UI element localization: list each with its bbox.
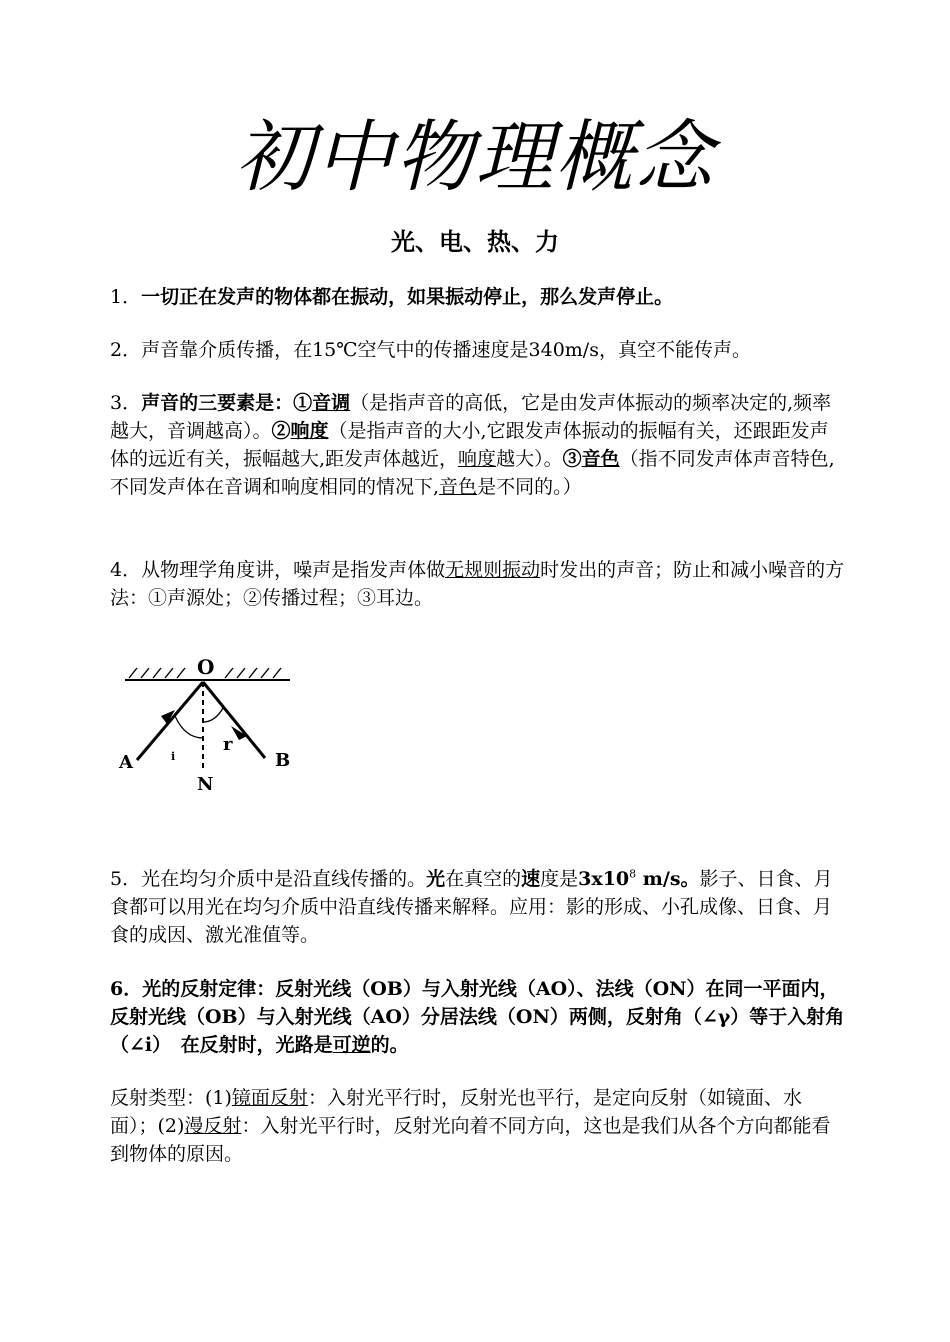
marker-3: ③ [562, 448, 582, 470]
paragraph-5-text-c: 度是 [540, 868, 579, 890]
label-n: N [197, 774, 214, 795]
word-speed: 速 [521, 868, 541, 890]
paragraph-5-text-d: 影子、日食、月食都可以用光在均匀介质中沿直线传播来解释。应用：影的形成、小孔成像、日食、月食的成因、激光准值等。 [110, 868, 833, 946]
paragraph-3-lead: 声音的三要素是： [141, 392, 294, 414]
paragraph-5-text-b: 在真空的 [445, 868, 522, 890]
irregular-vibration: 无规则振动 [445, 559, 541, 581]
paragraph-3-number: 3． [110, 392, 142, 414]
reflection-angle-arc [203, 708, 223, 722]
timbre-underlined: 音色 [439, 476, 478, 498]
page-title: 初中物理概念 [234, 113, 715, 203]
word-light: 光 [426, 868, 446, 890]
reflection-diagram [115, 650, 315, 800]
term-timbre: 音色 [581, 448, 620, 470]
marker-1: ① [293, 392, 313, 414]
paragraph-2 [110, 336, 845, 364]
timbre-description-b: 是不同的。） [477, 476, 582, 498]
paragraph-7-text-a: 反射类型：(1) [110, 1087, 232, 1109]
timbre-description-a: （指不同发声体声音特色,不同发声体在音调和响度相同的情况下, [110, 448, 835, 498]
speed-exponent: 8 [629, 867, 637, 881]
paragraph-7-text-c: ：入射光平行时，反射光向着不同方向，这也是我们从各个方向都能看到物体的原因。 [110, 1115, 831, 1165]
marker-2: ② [271, 420, 291, 442]
diffuse-reflection: 漫反射 [184, 1115, 242, 1137]
paragraph-4 [110, 556, 845, 612]
paragraph-7-text-b: ：入射光平行时，反射光也平行，是定向反射（如镜面、水面）；(2) [110, 1087, 802, 1137]
paragraph-1-text: 一切正在发声的物体都在振动，如果振动停止，那么发声停止。 [141, 286, 674, 308]
paragraph-2-text: 2．声音靠介质传播，在15℃空气中的传播速度是340m/s，真空不能传声。 [110, 339, 751, 361]
reversible: 可逆 [332, 1034, 371, 1056]
pitch-description: （是指声音的高低，它是由发声体振动的频率决定的,频率越大，音调越高）。 [110, 392, 832, 442]
page-subtitle: 光、电、热、力 [391, 228, 559, 256]
specular-reflection: 镜面反射 [231, 1087, 308, 1109]
paragraph-6 [110, 975, 845, 1059]
label-b: B [275, 750, 291, 771]
label-r: r [223, 734, 233, 755]
paragraph-3 [110, 389, 845, 501]
incident-ray [137, 682, 203, 760]
loudness-description-b: 越大）。 [496, 448, 563, 470]
label-i: i [171, 750, 176, 763]
speed-value: 3x10 [578, 868, 630, 890]
paragraph-7 [110, 1084, 845, 1168]
label-o: O [197, 655, 215, 679]
label-a: A [119, 752, 133, 773]
paragraph-6-end: 的。 [370, 1034, 409, 1056]
paragraph-1 [110, 283, 845, 311]
loudness-underlined: 响度 [458, 448, 497, 470]
speed-unit: m/s。 [636, 868, 700, 890]
paragraph-5-text-a: 5．光在均匀介质中是沿直线传播的。 [110, 868, 427, 890]
paragraph-4-text-b: 时发出的声音；防止和减小噪音的方法：①声源处；②传播过程；③耳边。 [110, 559, 845, 609]
paragraph-4-text-a: 4．从物理学角度讲，噪声是指发声体做 [110, 559, 446, 581]
paragraph-5 [110, 865, 845, 949]
paragraph-1-number: 1． [110, 286, 142, 308]
reflection-law: 6．光的反射定律：反射光线（OB）与入射光线（AO）、法线（ON）在同一平面内，反射光线（OB）与入射光线（AO）分居法线（ON）两侧，反射角（∠γ）等于入射角（∠i） 在反射时，光路是 [110, 978, 845, 1056]
incidence-angle-arc [175, 716, 203, 738]
term-pitch: 音调 [312, 392, 351, 414]
term-loudness: 响度 [290, 420, 329, 442]
loudness-description-a: （是指声音的大小,它跟发声体振动的振幅有关，还跟距发声体的远近有关，振幅越大,距发声体越近， [110, 420, 829, 470]
